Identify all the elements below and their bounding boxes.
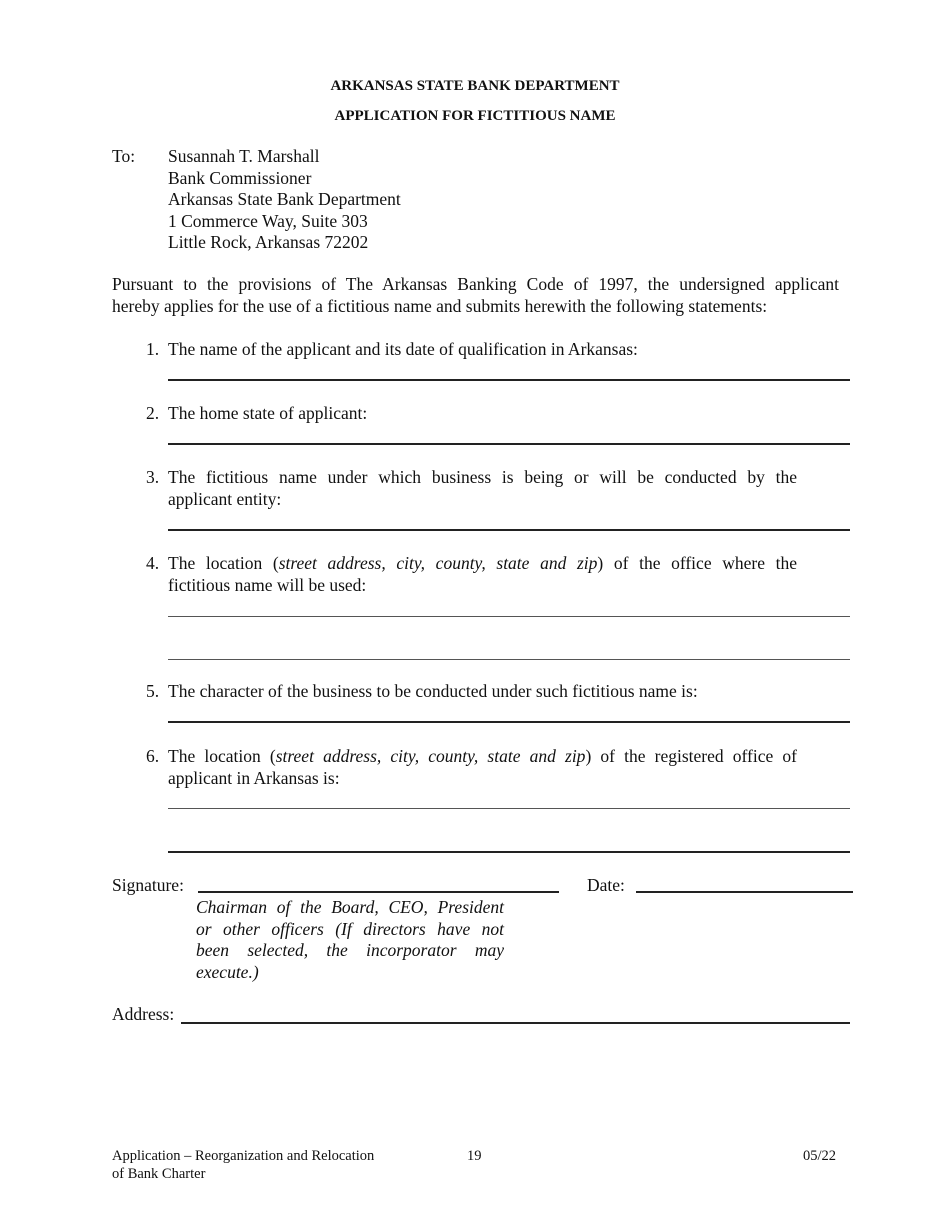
item-4-post: ) of the office where the [597,553,797,573]
item-number: 4. [146,553,160,573]
form-title: APPLICATION FOR FICTITIOUS NAME [334,108,616,124]
addressee-street: 1 Commerce Way, Suite 303 [168,210,368,231]
address-label: Address: [112,1004,175,1024]
signature-note-line-3: been selected, the incorporator may [196,940,504,960]
item-number: 3. [146,467,160,487]
item-4-italic: street address, city, county, state and zip [278,553,598,573]
item-1-text: The name of the applicant and its date of qualification in Arkansas: [168,339,638,359]
item-number: 2. [146,403,160,423]
item-number: 6. [146,746,160,766]
to-label: To: [112,146,136,166]
item-6-post: ) of the registered office of [585,746,798,766]
intro-line-1: Pursuant to the provisions of The Arkansas Banking Code of 1997, the undersigned applicant [112,274,839,294]
addressee-block [168,146,401,254]
signature-label: Signature: [112,875,184,895]
footer-left [112,1147,374,1183]
item-4-text-line-1 [168,553,797,575]
item-number: 1. [146,339,160,359]
date-line[interactable] [636,891,853,893]
item-4-answer-line-2[interactable] [168,659,850,660]
signature-line[interactable] [198,891,559,893]
date-label: Date: [587,875,625,895]
revision-date: 05/22 [803,1148,837,1164]
item-3-text-line-2: applicant entity: [168,489,282,509]
address-line[interactable] [181,1022,850,1024]
addressee-city: Little Rock, Arkansas 72202 [168,232,369,252]
addressee-name: Susannah T. Marshall [168,146,320,166]
item-2-answer-line[interactable] [168,443,850,445]
addressee-organization: Arkansas State Bank Department [168,189,401,209]
item-5-text: The character of the business to be conducted under such fictitious name is: [168,681,698,701]
addressee-title: Bank Commissioner [168,167,312,188]
footer-left-line-2: of Bank Charter [112,1166,206,1182]
item-number: 5. [146,681,160,701]
item-6-italic: street address, city, county, state and zip [275,746,586,766]
item-3-answer-line[interactable] [168,529,850,531]
item-4-answer-line-1[interactable] [168,616,850,617]
item-6-text-line-1 [168,746,797,768]
item-5-answer-line[interactable] [168,721,850,723]
item-6-pre: The location ( [168,746,276,766]
signature-note-line-2: or other officers (If directors have not [196,918,504,939]
item-1-answer-line[interactable] [168,379,850,381]
item-3-text-line-1: The fictitious name under which business is being or will be conducted by the [168,467,797,487]
item-6-text-line-2: applicant in Arkansas is: [168,768,340,788]
item-4-text-line-2: fictitious name will be used: [168,575,367,595]
signature-note-line-4: execute.) [196,961,259,982]
signature-note-line-1: Chairman of the Board, CEO, President [196,897,504,917]
signature-note [196,897,504,983]
intro-line-2: hereby applies for the use of a fictitious name and submits herewith the following statements: [112,296,768,316]
item-2-text: The home state of applicant: [168,403,368,423]
item-6-answer-line-2[interactable] [168,851,850,853]
page-number: 19 [467,1148,482,1164]
item-4-pre: The location ( [168,553,279,573]
item-6-answer-line-1[interactable] [168,808,850,809]
footer-left-line-1: Application – Reorganization and Relocation [112,1148,375,1164]
department-heading: ARKANSAS STATE BANK DEPARTMENT [330,78,620,94]
